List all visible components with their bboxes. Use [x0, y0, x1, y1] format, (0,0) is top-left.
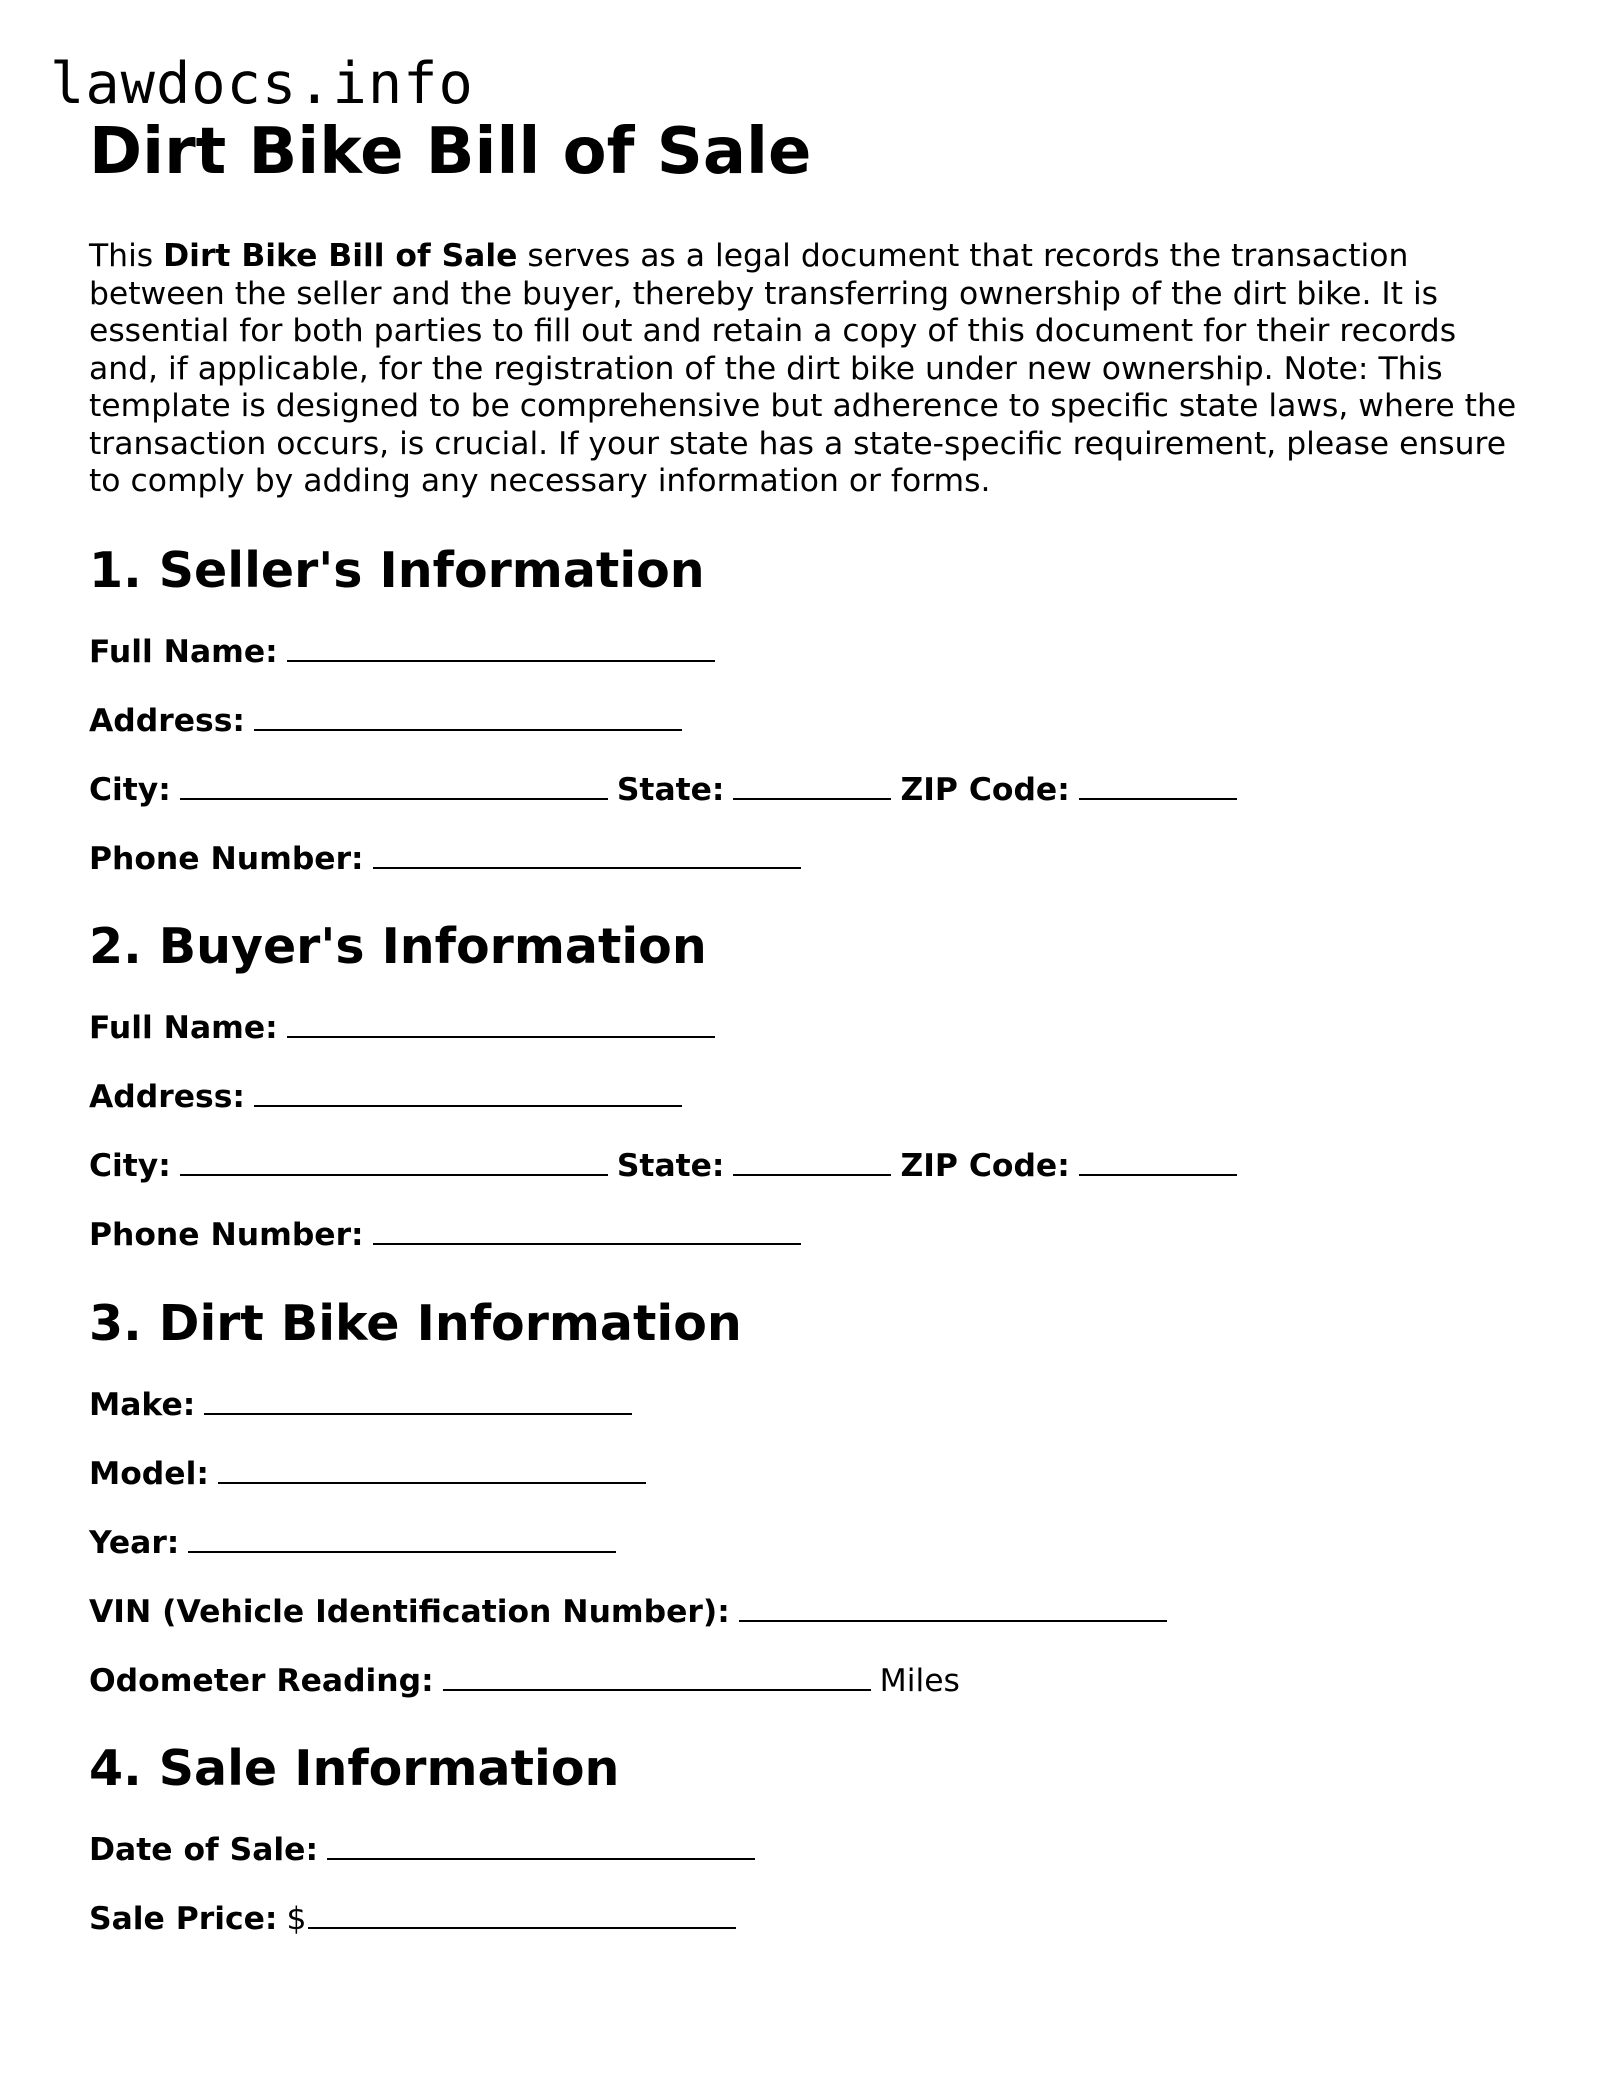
seller-zip-field[interactable] [1079, 771, 1237, 800]
bike-vin-row [89, 1593, 1529, 1631]
seller-city-field[interactable] [180, 771, 608, 800]
sale-fields [89, 1831, 1529, 1938]
document-page [89, 112, 1529, 1938]
bike-odometer-row [89, 1662, 1529, 1700]
buyer-city-state-zip-row [89, 1147, 1529, 1185]
intro-prefix: This [89, 238, 164, 274]
buyer-phone-label: Phone Number: [89, 1217, 364, 1253]
seller-section-heading: 1. Seller's Information [89, 541, 705, 599]
buyer-state-label: State: [616, 1148, 725, 1184]
sale-price-field[interactable] [308, 1900, 736, 1929]
bike-year-row [89, 1524, 1529, 1562]
seller-state-label: State: [616, 771, 725, 808]
intro-paragraph [89, 238, 1529, 501]
sale-date-row [89, 1831, 1529, 1869]
sale-date-label: Date of Sale: [89, 1832, 319, 1868]
watermark: lawdocs.info [50, 51, 474, 117]
bike-fields [89, 1386, 1529, 1700]
buyer-address-field[interactable] [254, 1078, 682, 1107]
buyer-zip-label: ZIP Code: [900, 1148, 1070, 1184]
bike-vin-label: VIN (Vehicle Identification Number): [89, 1593, 730, 1630]
page-title: Dirt Bike Bill of Sale [89, 115, 812, 189]
buyer-full-name-row [89, 1009, 1529, 1047]
bike-model-row [89, 1455, 1529, 1493]
seller-address-label: Address: [89, 702, 245, 739]
bike-section-heading: 3. Dirt Bike Information [89, 1294, 742, 1352]
seller-full-name-field[interactable] [287, 633, 715, 662]
buyer-full-name-field[interactable] [287, 1009, 715, 1038]
seller-city-label: City: [89, 771, 171, 808]
seller-fields [89, 633, 1529, 878]
buyer-address-label: Address: [89, 1079, 245, 1115]
bike-model-label: Model: [89, 1455, 209, 1492]
sale-price-row [89, 1900, 1529, 1938]
sale-date-field[interactable] [327, 1831, 755, 1860]
seller-full-name-row [89, 633, 1529, 671]
sale-section-heading: 4. Sale Information [89, 1740, 620, 1797]
intro-body: serves as a legal document that records the transaction between the seller and the buyer, thereby transferring ownership of the dirt bike. It is essential for both parties to fill out and retain a copy of this document for their records and, if applicable, for the registration of the dirt bike under new ownership. Note: This template is designed to be comprehensive but adherence to specific state laws, where the transaction occurs, is crucial. If your state has a state-specific requirement, please ensure to comply by adding any necessary information or forms. [89, 238, 1517, 499]
sale-price-label: Sale Price: [89, 1901, 278, 1937]
bike-odometer-label: Odometer Reading: [89, 1662, 434, 1699]
bike-year-label: Year: [89, 1524, 180, 1561]
seller-phone-field[interactable] [373, 840, 801, 869]
seller-phone-label: Phone Number: [89, 840, 364, 877]
bike-make-row [89, 1386, 1529, 1424]
buyer-zip-field[interactable] [1079, 1147, 1237, 1176]
bike-make-field[interactable] [204, 1386, 632, 1415]
bike-vin-field[interactable] [739, 1593, 1167, 1622]
buyer-full-name-label: Full Name: [89, 1010, 278, 1046]
currency-symbol: $ [286, 1901, 307, 1937]
seller-address-field[interactable] [254, 702, 682, 731]
seller-address-row [89, 702, 1529, 740]
bike-year-field[interactable] [188, 1524, 616, 1553]
seller-phone-row [89, 840, 1529, 878]
seller-city-state-zip-row [89, 771, 1529, 809]
buyer-phone-field[interactable] [373, 1216, 801, 1245]
seller-zip-label: ZIP Code: [900, 771, 1070, 808]
odometer-unit: Miles [879, 1662, 960, 1699]
buyer-city-label: City: [89, 1148, 171, 1184]
bike-make-label: Make: [89, 1386, 196, 1423]
bike-model-field[interactable] [218, 1455, 646, 1484]
buyer-city-field[interactable] [180, 1147, 608, 1176]
seller-full-name-label: Full Name: [89, 633, 278, 670]
buyer-phone-row [89, 1216, 1529, 1254]
buyer-fields [89, 1009, 1529, 1254]
buyer-section-heading: 2. Buyer's Information [89, 918, 707, 975]
buyer-address-row [89, 1078, 1529, 1116]
intro-bold-title: Dirt Bike Bill of Sale [163, 238, 518, 274]
buyer-state-field[interactable] [733, 1147, 891, 1176]
seller-state-field[interactable] [733, 771, 891, 800]
bike-odometer-field[interactable] [443, 1662, 871, 1691]
